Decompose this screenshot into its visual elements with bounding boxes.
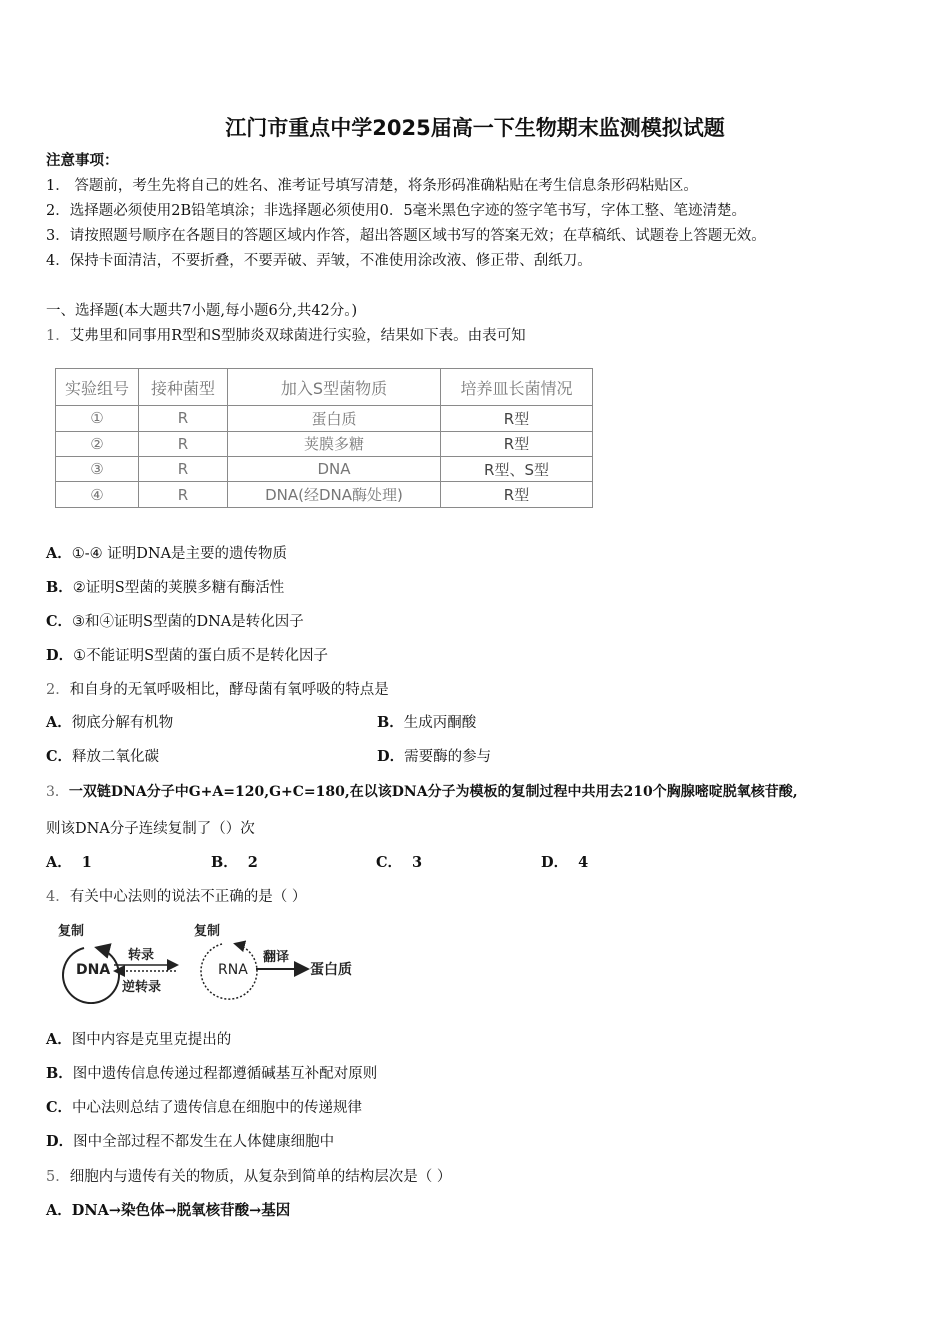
page-title: 江门市重点中学2025届高一下生物期末监测模拟试题 <box>225 116 725 140</box>
question-number: 2． <box>46 682 70 698</box>
table-cell: 荚膜多糖 <box>228 431 441 456</box>
question-stem: 一双链DNA分子中G+A=120,G+C=180,在以该DNA分子为模板的复制过程中共用去210个胸腺嘧啶脱氧核苷酸, <box>68 784 798 800</box>
option-text: 2 <box>247 854 258 871</box>
question-stem: 艾弗里和同事用R型和S型肺炎双球菌进行实验，结果如下表。由表可知 <box>69 328 526 344</box>
dna-label: DNA <box>76 962 111 978</box>
table-header: 接种菌型 <box>139 369 228 406</box>
option-text: 图中内容是克里克提出的 <box>71 1032 232 1048</box>
transcription-label: 转录 <box>128 948 155 963</box>
option-label: A． <box>46 1202 72 1219</box>
option-text: DNA→染色体→脱氧核苷酸→基因 <box>71 1202 291 1219</box>
reverse-transcription-label: 逆转录 <box>122 980 162 995</box>
table-row <box>56 482 593 508</box>
option-text: 彻底分解有机物 <box>71 715 174 731</box>
option-label: C． <box>46 1099 73 1116</box>
table-row <box>56 457 593 482</box>
option-text: 图中全部过程不都发生在人体健康细胞中 <box>73 1134 335 1150</box>
option-text: ①-④ 证明DNA是主要的遗传物质 <box>71 546 288 562</box>
table-cell: ③ <box>56 457 139 482</box>
question-3-line2: 则该DNA分子连续复制了（）次 <box>46 821 255 837</box>
table-cell: R型 <box>441 482 593 508</box>
question-number: 3． <box>46 784 69 800</box>
question-stem: 细胞内与遗传有关的物质，从复杂到简单的结构层次是（ ） <box>69 1169 452 1185</box>
option-text: 图中遗传信息传递过程都遵循碱基互补配对原则 <box>72 1066 378 1082</box>
option-label: C． <box>46 613 73 630</box>
option-text: 生成丙酮酸 <box>403 715 477 731</box>
option-label: C． <box>46 748 73 765</box>
option-label: D． <box>377 748 405 765</box>
option-text: 3 <box>412 854 423 871</box>
question-4 <box>46 887 306 907</box>
table-cell: R型、S型 <box>441 457 593 482</box>
question-number: 5． <box>46 1169 70 1185</box>
option-text: ②证明S型菌的荚膜多糖有酶活性 <box>72 580 285 596</box>
table-cell: 蛋白质 <box>228 406 441 431</box>
question-1 <box>46 326 526 346</box>
table-cell: R <box>139 457 228 482</box>
question-5 <box>46 1167 451 1187</box>
question-2 <box>46 680 389 700</box>
option-c <box>376 853 422 873</box>
table-cell: R <box>139 431 228 456</box>
table-cell: DNA(经DNA酶处理) <box>228 482 441 508</box>
notice-heading: 注意事项： <box>46 152 119 169</box>
option-label: C． <box>376 854 403 871</box>
table-cell: ④ <box>56 482 139 508</box>
translation-label: 翻译 <box>263 950 290 965</box>
table-row <box>56 406 593 431</box>
table-header: 实验组号 <box>56 369 139 406</box>
question-3 <box>46 782 798 802</box>
option-label: A． <box>46 1031 72 1048</box>
question-stem: 和自身的无氧呼吸相比，酵母菌有氧呼吸的特点是 <box>69 682 389 698</box>
table-cell: ① <box>56 406 139 431</box>
option-text: 中心法则总结了遗传信息在细胞中的传递规律 <box>72 1100 363 1116</box>
option-c <box>46 612 304 632</box>
option-text: 释放二氧化碳 <box>72 749 160 765</box>
experiment-table <box>55 368 593 508</box>
option-label: B． <box>377 714 404 731</box>
rna-replication-label: 复制 <box>194 924 221 939</box>
option-a <box>46 853 92 873</box>
table-cell: DNA <box>228 457 441 482</box>
option-d <box>46 646 328 666</box>
table-cell: R <box>139 406 228 431</box>
option-label: B． <box>46 579 73 596</box>
rna-label: RNA <box>218 962 248 978</box>
option-label: B． <box>211 854 238 871</box>
option-label: A． <box>46 714 72 731</box>
notice-item: 4．保持卡面清洁，不要折叠，不要弄破、弄皱，不准使用涂改液、修正带、刮纸刀。 <box>46 253 592 269</box>
option-label: D． <box>46 1133 74 1150</box>
option-a <box>46 1201 290 1221</box>
option-c <box>46 747 159 767</box>
option-label: D． <box>541 854 569 871</box>
question-number: 4． <box>46 889 70 905</box>
option-d <box>46 1132 334 1152</box>
option-a <box>46 713 173 733</box>
notice-item: 1． 答题前，考生先将自己的姓名、准考证号填写清楚，将条形码准确粘贴在考生信息条形码粘贴区。 <box>46 178 698 194</box>
notice-item: 3．请按照题号顺序在各题目的答题区域内作答，超出答题区域书写的答案无效；在草稿纸、试题卷上答题无效。 <box>46 228 766 244</box>
table-cell: ② <box>56 431 139 456</box>
option-text: ①不能证明S型菌的蛋白质不是转化因子 <box>73 648 329 664</box>
option-b <box>211 853 258 873</box>
option-text: ③和④证明S型菌的DNA是转化因子 <box>72 614 304 630</box>
option-a <box>46 1030 231 1050</box>
protein-label: 蛋白质 <box>310 962 352 978</box>
option-label: A． <box>46 545 72 562</box>
question-stem: 有关中心法则的说法不正确的是（ ） <box>69 889 307 905</box>
option-c <box>46 1098 362 1118</box>
option-b <box>46 578 284 598</box>
option-a <box>46 544 287 564</box>
central-dogma-diagram <box>44 918 374 1004</box>
question-number: 1． <box>46 328 70 344</box>
option-text: 1 <box>81 854 92 871</box>
option-label: D． <box>46 647 74 664</box>
table-cell: R <box>139 482 228 508</box>
table-header: 培养皿长菌情况 <box>441 369 593 406</box>
notice-item: 2．选择题必须使用2B铅笔填涂；非选择题必须使用0．5毫米黑色字迹的签字笔书写，字体工整、笔迹清楚。 <box>46 203 747 219</box>
table-header: 加入S型菌物质 <box>228 369 441 406</box>
option-text: 4 <box>578 854 589 871</box>
table-cell: R型 <box>441 431 593 456</box>
option-d <box>377 747 491 767</box>
option-d <box>541 853 588 873</box>
section-heading: 一、选择题(本大题共7小题,每小题6分,共42分。) <box>46 303 358 319</box>
table-cell: R型 <box>441 406 593 431</box>
option-b <box>46 1064 377 1084</box>
option-label: A． <box>46 854 72 871</box>
option-b <box>377 713 476 733</box>
dna-replication-label: 复制 <box>58 924 85 939</box>
table-row <box>56 431 593 456</box>
option-text: 需要酶的参与 <box>404 749 492 765</box>
option-label: B． <box>46 1065 73 1082</box>
